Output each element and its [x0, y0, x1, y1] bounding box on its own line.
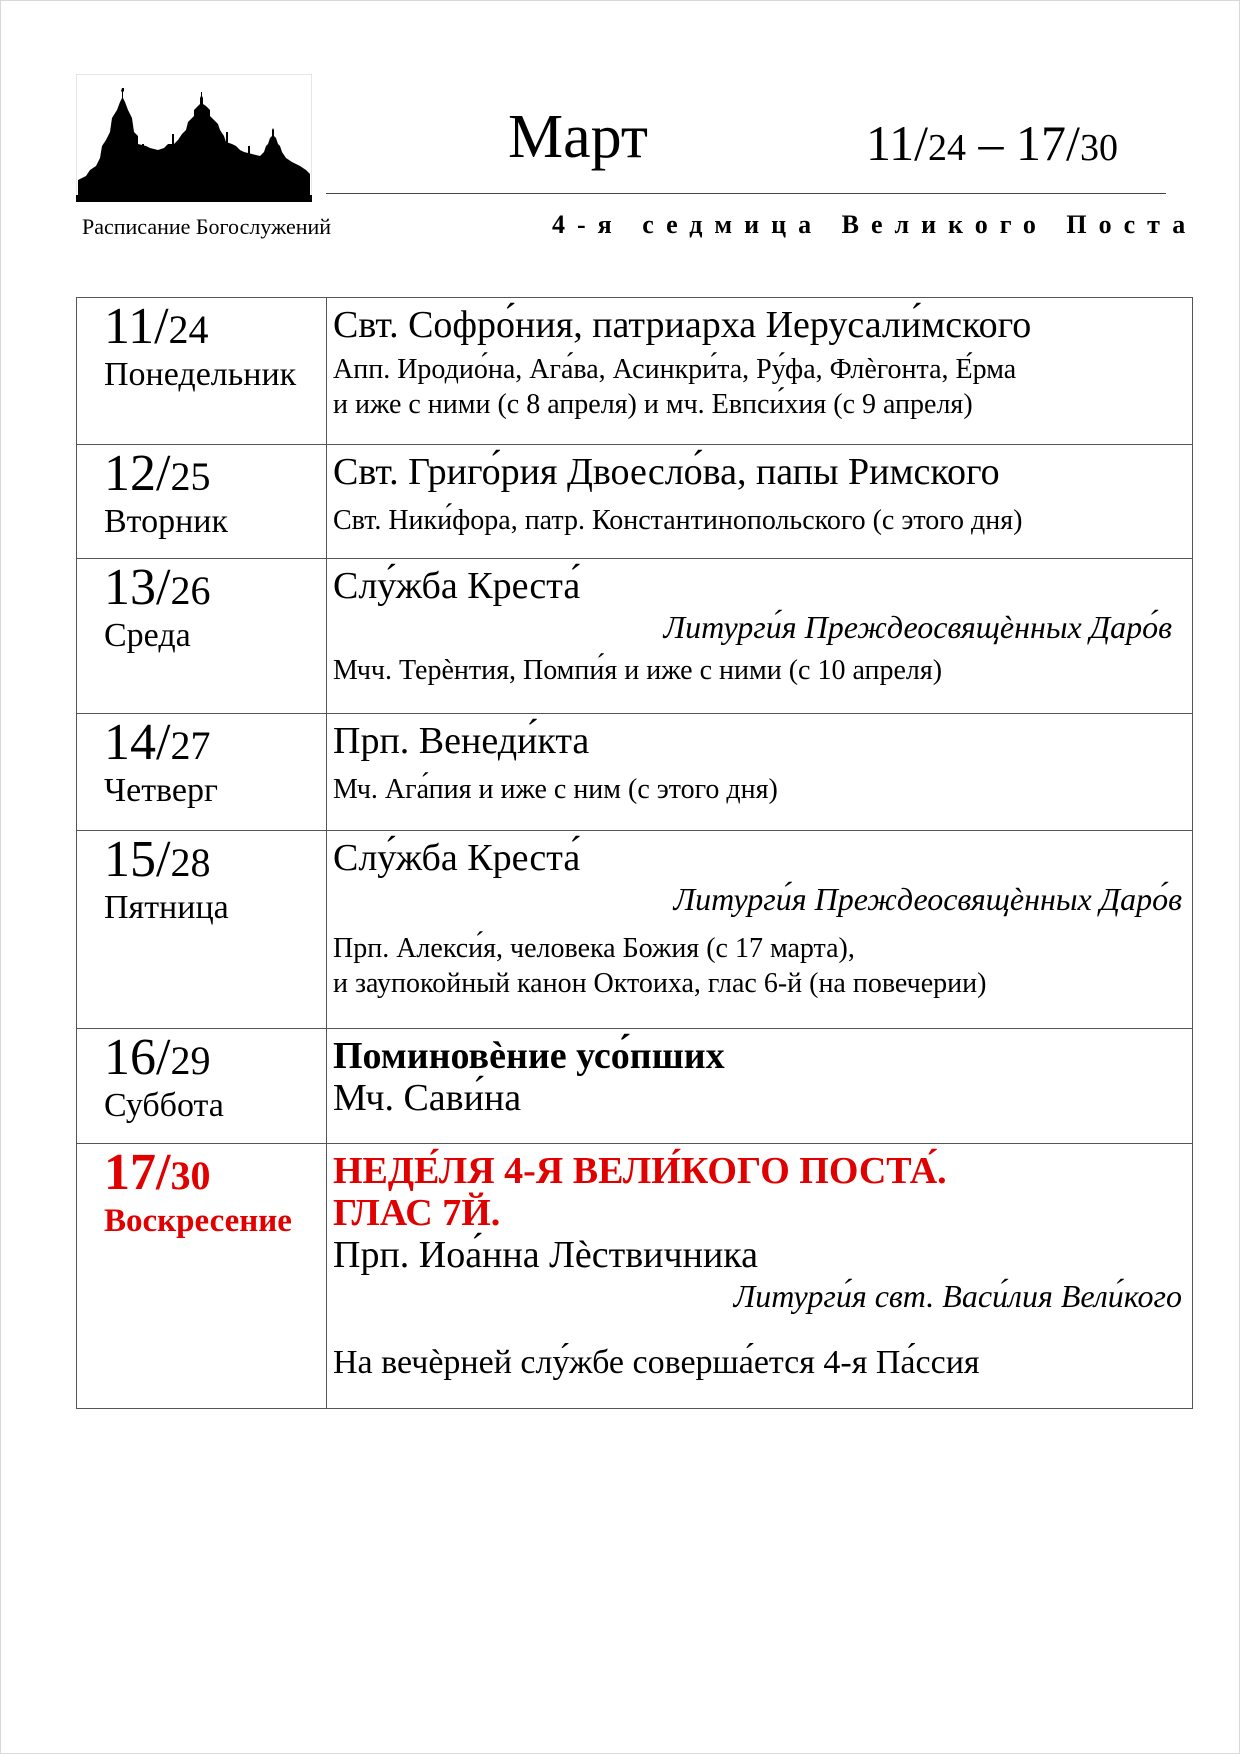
feast-cell [327, 298, 1193, 445]
day-number: 12/25 [104, 445, 211, 502]
feast-title: Свт. Софро́ния, патриарха Иерусали́мского [333, 304, 1032, 346]
liturgy-label: Литурги́я свт. Васи́лия Вели́кого [733, 1278, 1182, 1314]
feast-commemoration: Свт. Ники́фора, патр. Константинопольского (с этого дня) [333, 505, 1023, 536]
date-cell [77, 1029, 327, 1144]
evening-service-note: На вечѐрней слу́жбе соверша́ется 4-я Па́ссия [333, 1344, 980, 1381]
church-silhouette-icon [76, 74, 312, 202]
feast-commemoration: Прп. Иоа́нна Лѐствичника [333, 1234, 759, 1276]
table-row [77, 1144, 1193, 1409]
date-cell [77, 714, 327, 831]
feast-cell [327, 445, 1193, 559]
date-range: 11/24 – 17/30 [866, 115, 1118, 171]
feast-title: Свт. Григо́рия Двоесло́ва, папы Римского [333, 451, 1000, 493]
table-row [77, 1029, 1193, 1144]
liturgy-label: Литурги́я Преждеосвящѐнных Даро́в [673, 881, 1182, 917]
feast-title: Поминовѐние усо́пших [333, 1035, 725, 1077]
day-number: 14/27 [104, 714, 211, 771]
header-divider [326, 193, 1166, 194]
date-cell [77, 298, 327, 445]
date-cell [77, 831, 327, 1029]
feast-commemoration: и заупокойный канон Октоиха, глас 6-й (на повечерии) [333, 968, 987, 999]
day-number: 15/28 [104, 831, 211, 888]
table-row [77, 298, 1193, 445]
table-row [77, 559, 1193, 714]
feast-commemoration: Мчч. Терѐнтия, Помпи́я и иже с ними (с 10 апреля) [333, 655, 943, 686]
date-cell [77, 445, 327, 559]
feast-cell [327, 1029, 1193, 1144]
table-row [77, 714, 1193, 831]
feast-commemoration: Прп. Алекси́я, человека Божия (с 17 марта), [333, 933, 855, 964]
feast-cell [327, 559, 1193, 714]
feast-commemoration: и иже с ними (с 8 апреля) и мч. Евпси́хия (с 9 апреля) [333, 389, 973, 420]
feast-cell [327, 831, 1193, 1029]
feast-title: Прп. Венеди́кта [333, 720, 590, 762]
feast-title: Слу́жба Креста́ [333, 837, 581, 879]
weekday-label: Вторник [104, 503, 228, 540]
date-cell-sunday [77, 1144, 327, 1409]
day-number: 13/26 [104, 559, 211, 616]
feast-cell [327, 714, 1193, 831]
weekday-label: Понедельник [104, 356, 297, 393]
day-number: 11/24 [104, 298, 209, 355]
weekday-label: Пятница [104, 889, 229, 926]
feast-commemoration: Мч. Ага́пия и иже с ним (с этого дня) [333, 774, 778, 805]
table-row [77, 831, 1193, 1029]
feast-title-sunday: НЕДЕ́ЛЯ 4-Я ВЕЛИ́КОГО ПОСТА́. [333, 1150, 947, 1192]
weekday-label: Воскресение [104, 1203, 292, 1239]
schedule-table [76, 297, 1193, 1409]
table-row [77, 445, 1193, 559]
liturgy-label: Литурги́я Преждеосвящѐнных Даро́в [663, 609, 1172, 645]
feast-commemoration: Мч. Сави́на [333, 1077, 522, 1119]
weekday-label: Четверг [104, 772, 218, 809]
feast-commemoration: Апп. Иродио́на, Ага́ва, Асинкри́та, Ру́фа, Флѐгонта, Е́рма [333, 354, 1017, 385]
month-title: Март [508, 103, 648, 171]
weekday-label: Среда [104, 617, 191, 654]
date-cell [77, 559, 327, 714]
tone-label: ГЛАС 7Й. [333, 1192, 501, 1234]
feast-cell [327, 1144, 1193, 1409]
weekday-label: Суббота [104, 1087, 224, 1124]
logo-caption: Расписание Богослужений [82, 214, 332, 239]
feast-title: Слу́жба Креста́ [333, 565, 581, 607]
day-number: 16/29 [104, 1029, 211, 1086]
day-number: 17/30 [104, 1144, 211, 1201]
week-title: 4-я седмица Великого Поста [552, 210, 1198, 239]
